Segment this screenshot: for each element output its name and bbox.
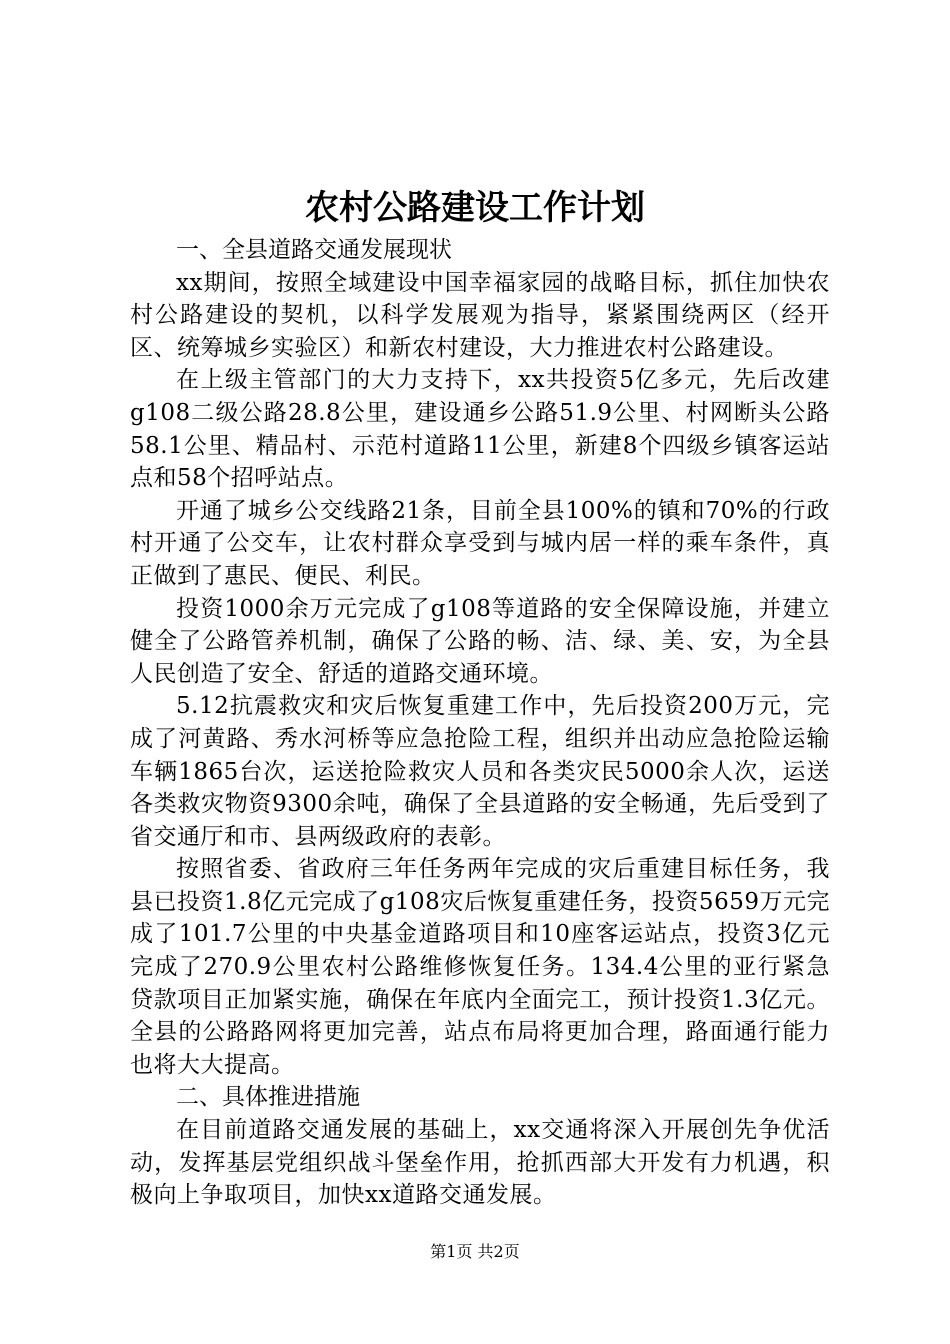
section-heading: 一、全县道路交通发展现状 bbox=[176, 237, 452, 263]
paragraph: 在目前道路交通发展的基础上，xx交通将深入开展创先争优活动，发挥基层党组织战斗堡垒作用，抢抓西部大开发有力机遇，积极向上争取项目，加快xx道路交通发展。 bbox=[130, 1117, 830, 1209]
section-heading: 二、具体推进措施 bbox=[176, 1084, 360, 1111]
document-body bbox=[130, 234, 830, 1212]
paragraph: 5.12抗震救灾和灾后恢复重建工作中，先后投资200万元，完成了河黄路、秀水河桥等应急抢险工程，组织并出动应急抢险运输车辆1865台次，运送抢险救灾人员和各类灾民5000余人次，运送各类救灾物资9300余吨，确保了全县道路的安全畅通，先后受到了省交通厅和市、县两级政府的表彰。 bbox=[130, 693, 830, 850]
paragraph: xx期间，按照全域建设中国幸福家园的战略目标，抓住加快农村公路建设的契机，以科学发展观为指导，紧紧围绕两区（经开区、统筹城乡实验区）和新农村建设，大力推进农村公路建设。 bbox=[130, 269, 830, 361]
paragraph: 投资1000余万元完成了g108等道路的安全保障设施，并建立健全了公路管养机制，确保了公路的畅、洁、绿、美、安，为全县人民创造了安全、舒适的道路交通环境。 bbox=[130, 595, 830, 687]
paragraph: 按照省委、省政府三年任务两年完成的灾后重建目标任务，我县已投资1.8亿元完成了g108灾后恢复重建任务，投资5659万元完成了101.7公里的中央基金道路项目和10座客运站点，投资3亿元完成了270.9公里农村公路维修恢复任务。134.4公里的亚行紧急贷款项目正加紧实施，确保在年底内全面完工，预计投资1.3亿元。全县的公路路网将更加完善，站点布局将更加合理，路面通行能力也将大大提高。 bbox=[130, 856, 830, 1078]
document-title: 农村公路建设工作计划 bbox=[305, 188, 645, 228]
paragraph: 开通了城乡公交线路21条，目前全县100%的镇和70%的行政村开通了公交车，让农村群众享受到与城内居一样的乘车条件，真正做到了惠民、便民、利民。 bbox=[130, 497, 830, 589]
paragraph: 在上级主管部门的大力支持下，xx共投资5亿多元，先后改建g108二级公路28.8公里，建设通乡公路51.9公里、村网断头公路58.1公里、精品村、示范村道路11公里，新建8个四级乡镇客运站点和58个招呼站点。 bbox=[130, 367, 830, 492]
page-footer: 第1页 共2页 bbox=[430, 1242, 520, 1261]
